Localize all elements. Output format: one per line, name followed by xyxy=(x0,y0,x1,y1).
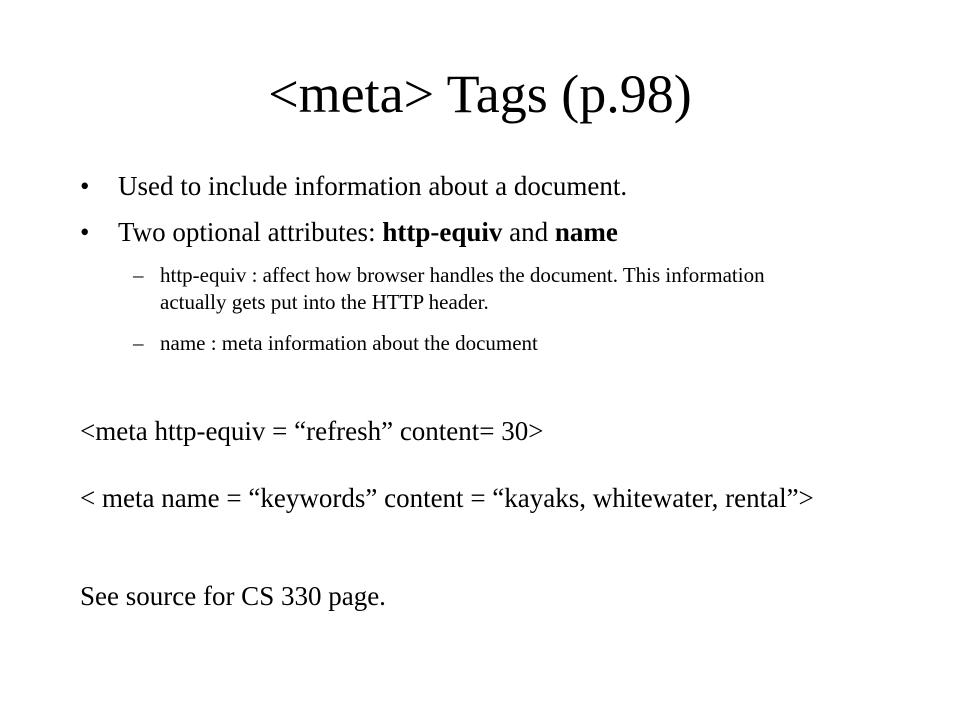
bullet-item-2 xyxy=(80,216,880,248)
sub-item-name xyxy=(133,330,833,357)
code-line-keywords: < meta name = “keywords” content = “kayaks, whitewater, rental”> xyxy=(80,483,814,513)
footer-line: See source for CS 330 page. xyxy=(80,581,386,611)
dash-icon: – xyxy=(133,263,144,287)
attribute-http-equiv: http-equiv xyxy=(382,217,503,247)
slide-title: <meta> Tags (p.98) xyxy=(268,64,692,124)
attribute-name: name xyxy=(554,217,618,247)
bullet-text-prefix: Two optional attributes: xyxy=(118,217,383,247)
bullet-icon: • xyxy=(80,217,90,247)
bullet-text xyxy=(118,216,618,248)
code-line-refresh: <meta http-equiv = “refresh” content= 30> xyxy=(80,416,544,446)
sub-item-http-equiv xyxy=(133,262,833,318)
bullet-text-mid: and xyxy=(502,217,555,247)
sub-item-text: http-equiv : affect how browser handles the document. This information actually gets put into the HTTP header. xyxy=(160,263,765,314)
bullet-text: Used to include information about a document. xyxy=(118,171,628,201)
dash-icon: – xyxy=(133,331,144,355)
sub-item-text: name : meta information about the document xyxy=(160,331,538,355)
bullet-icon: • xyxy=(80,171,90,201)
bullet-item-1 xyxy=(80,170,880,202)
